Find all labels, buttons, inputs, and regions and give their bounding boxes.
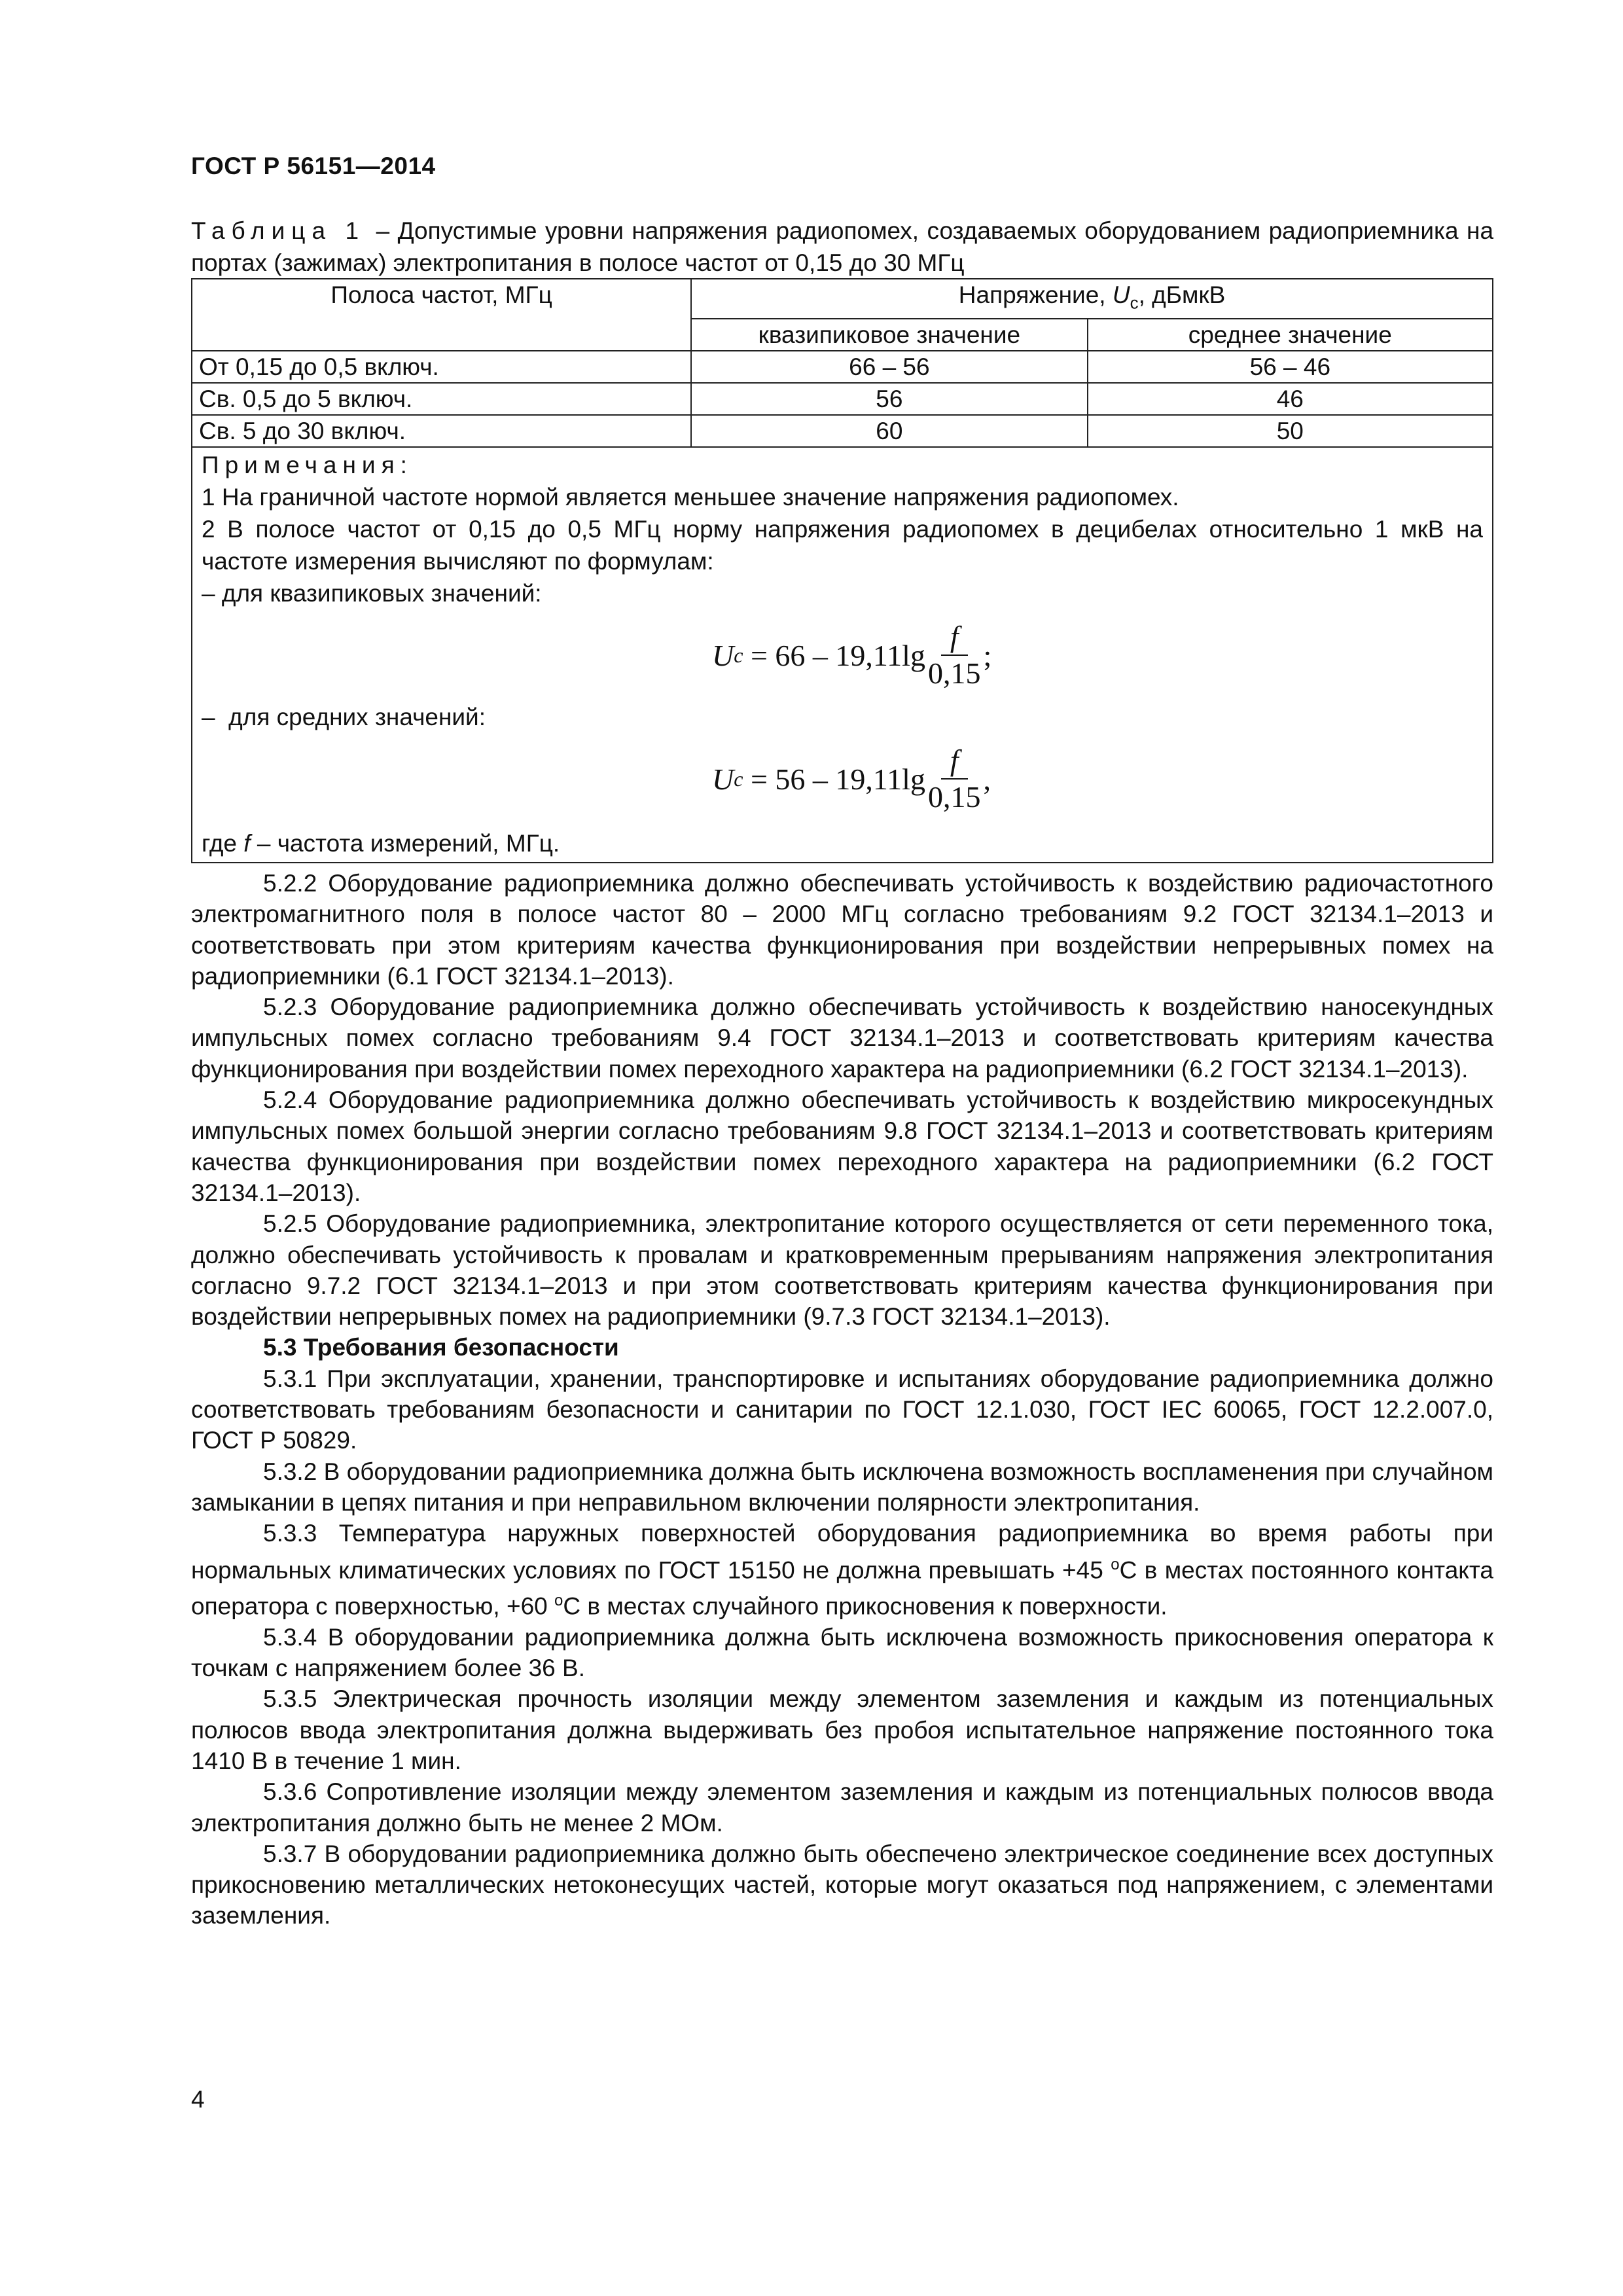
fraction: $\frac{f}{0,15}$ bbox=[927, 620, 981, 691]
limits-table bbox=[191, 278, 1493, 863]
row-quasi-peak: 60 bbox=[691, 415, 1087, 447]
document-header: ГОСТ Р 56151—2014 bbox=[191, 152, 436, 179]
table-notes bbox=[192, 447, 1493, 863]
row-quasi-peak: 66 – 56 bbox=[691, 351, 1087, 383]
header-average: среднее значение bbox=[1088, 319, 1493, 351]
paragraph: 5.3.2 В оборудовании радиоприемника должна быть исключена возможность воспламенения при случайном замыкании в цепях питания и при неправильном включении полярности электропитания. bbox=[191, 1458, 1493, 1516]
page-number: 4 bbox=[191, 2086, 205, 2113]
section-heading: 5.3 Требования безопасности bbox=[263, 1334, 619, 1361]
table-caption-text: – Допустимые уровни напряжения радиопомех, создаваемых оборудованием радиоприемника на портах (зажимах) электропитания в полосе частот от 0,15 до 30 МГц bbox=[191, 217, 1494, 276]
table-caption bbox=[191, 215, 1493, 279]
row-quasi-peak: 56 bbox=[691, 383, 1087, 415]
paragraph: 5.2.5 Оборудование радиоприемника, электропитание которого осуществляется от сети переменного тока, должно обеспечивать устойчивость к провалам и кратковременным прерываниям напряжения электропитания согласно 9.7.2 ГОСТ 32134.1–2013 и при этом соответствовать критериям качества функционирования при воздействии непрерывных помех на радиоприемники (9.7.3 ГОСТ 32134.1–2013). bbox=[191, 1210, 1493, 1331]
paragraph: 5.3.5 Электрическая прочность изоляции между элементом заземления и каждым из потенциальных полюсов ввода электропитания должна выдерживать без пробоя испытательное напряжение постоянного тока 1410 В в течение 1 мин. bbox=[191, 1685, 1493, 1774]
header-frequency-band: Полоса частот, МГц bbox=[192, 279, 691, 351]
document-body bbox=[191, 868, 1493, 1931]
note-qp-label: – для квазипиковых значений: bbox=[202, 580, 542, 607]
paragraph: 5.2.2 Оборудование радиоприемника должно обеспечивать устойчивость к воздействию радиочастотного электромагнитного поля в полосе частот 80 – 2000 МГц согласно требованиям 9.2 ГОСТ 32134.1–2013 и соответствовать при этом критериям качества функционирования при воздействии непрерывных помех на радиоприемники (6.1 ГОСТ 32134.1–2013). bbox=[191, 870, 1493, 990]
note-2: 2 В полосе частот от 0,15 до 0,5 МГц норму напряжения радиопомех в децибелах относительно 1 мкВ на частоте измерения вычисляют по формулам: bbox=[202, 516, 1483, 575]
note-where: где f – частота измерений, МГц. bbox=[202, 830, 560, 857]
formula-quasi-peak: U c = 66 – 19,11lg $\frac{f}{0,15}$ ; bbox=[712, 620, 992, 691]
row-average: 46 bbox=[1088, 383, 1493, 415]
note-1: 1 На граничной частоте нормой является меньшее значение напряжения радиопомех. bbox=[202, 484, 1179, 511]
paragraph: 5.2.4 Оборудование радиоприемника должно обеспечивать устойчивость к воздействию микросекундных импульсных помех большой энергии согласно требованиям 9.8 ГОСТ 32134.1–2013 и соответствовать критериям качества функционирования при воздействии помех переходного характера на радиоприемники (6.2 ГОСТ 32134.1–2013). bbox=[191, 1086, 1493, 1206]
table-caption-number: 1 bbox=[345, 217, 359, 244]
paragraph: 5.2.3 Оборудование радиоприемника должно обеспечивать устойчивость к воздействию наносекундных импульсных помех согласно требованиям 9.4 ГОСТ 32134.1–2013 и соответствовать критериям качества функционирования при воздействии помех переходного характера на радиоприемники (6.2 ГОСТ 32134.1–2013). bbox=[191, 994, 1493, 1083]
table-row bbox=[192, 415, 1493, 447]
row-band: Св. 0,5 до 5 включ. bbox=[192, 383, 691, 415]
row-band: От 0,15 до 0,5 включ. bbox=[192, 351, 691, 383]
row-band: Св. 5 до 30 включ. bbox=[192, 415, 691, 447]
header-voltage: Напряжение, $U_c$, дБмкВ bbox=[691, 279, 1493, 319]
header-quasi-peak: квазипиковое значение bbox=[691, 319, 1087, 351]
paragraph: 5.3.6 Сопротивление изоляции между элементом заземления и каждым из потенциальных полюсов ввода электропитания должно быть не менее 2 МОм. bbox=[191, 1778, 1493, 1837]
table-caption-label: Таблица bbox=[191, 217, 332, 244]
formula-average: U c = 56 – 19,11lg $\frac{f}{0,15}$ , bbox=[712, 744, 991, 814]
table-row bbox=[192, 351, 1493, 383]
fraction: $\frac{f}{0,15}$ bbox=[927, 744, 981, 814]
table-header-row bbox=[192, 279, 1493, 319]
paragraph: 5.3.7 В оборудовании радиоприемника должно быть обеспечено электрическое соединение всех доступных прикосновению металлических нетоконесущих частей, которые могут оказаться под напряжением, с элементами заземления. bbox=[191, 1840, 1493, 1929]
note-avg-label: – для средних значений: bbox=[202, 704, 486, 731]
notes-title: Примечания: bbox=[202, 452, 413, 479]
paragraph-533: 5.3.3 Температура наружных поверхностей оборудования радиоприемника во время работы при нормальных климатических условиях по ГОСТ 15150 не должна превышать +45 $^о$С в местах постоянного контакта оператора с поверхностью, +60 $^о$С в местах случайного прикосновения к поверхности. bbox=[191, 1520, 1494, 1620]
paragraph: 5.3.4 В оборудовании радиоприемника должна быть исключена возможность прикосновения оператора к точкам с напряжением более 36 В. bbox=[191, 1623, 1493, 1682]
row-average: 56 – 46 bbox=[1088, 351, 1493, 383]
table-row bbox=[192, 383, 1493, 415]
paragraph: 5.3.1 При эксплуатации, хранении, транспортировке и испытаниях оборудование радиоприемника должно соответствовать требованиям безопасности и санитарии по ГОСТ 12.1.030, ГОСТ IEC 60065, ГОСТ 12.2.007.0, ГОСТ Р 50829. bbox=[191, 1365, 1493, 1454]
table-notes-row bbox=[192, 447, 1493, 863]
row-average: 50 bbox=[1088, 415, 1493, 447]
